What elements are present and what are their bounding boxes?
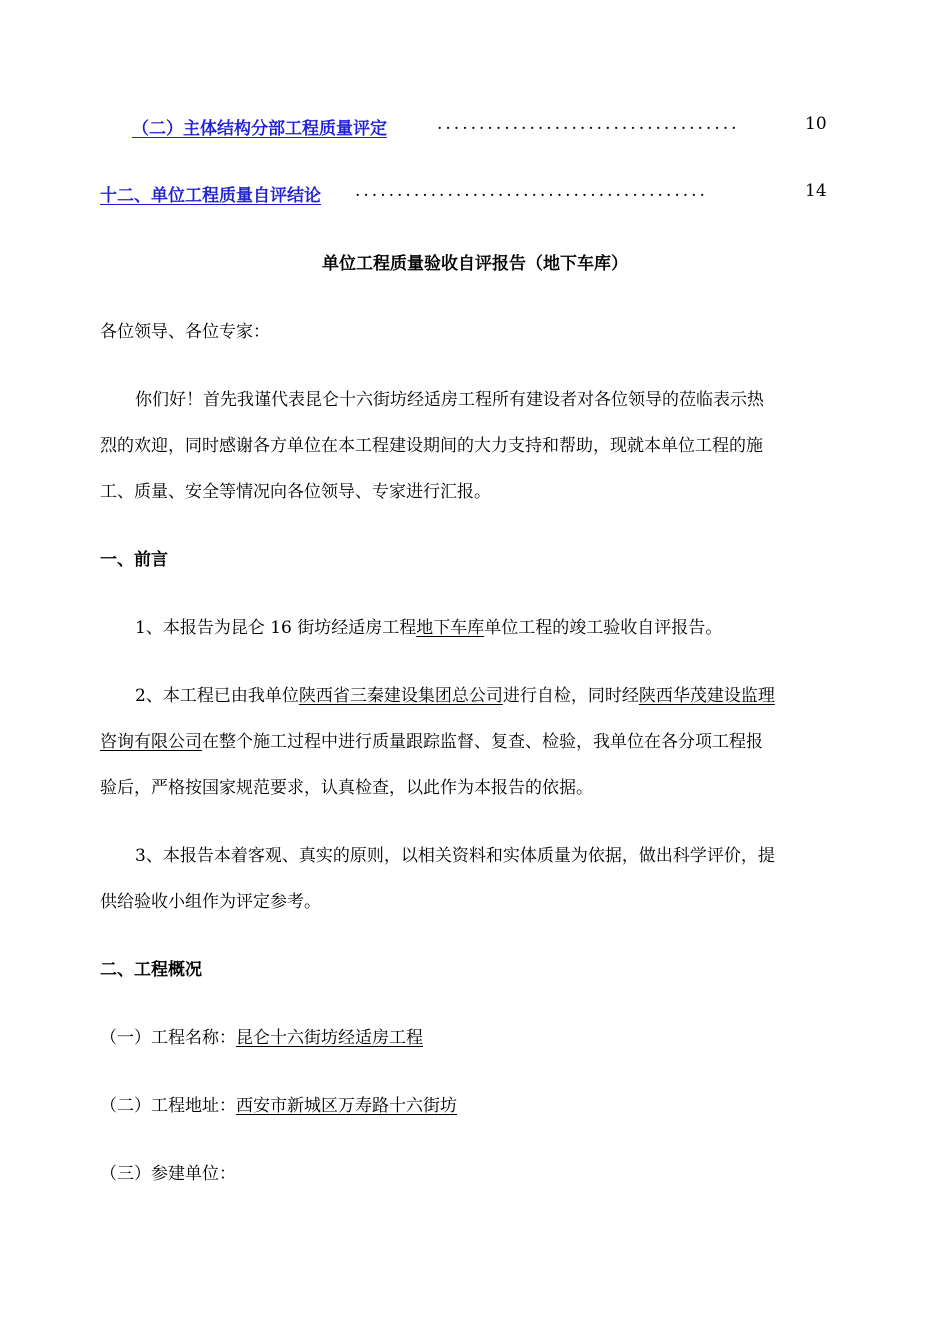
toc-leader-dots: ....................................	[437, 114, 740, 134]
toc-leader-dots: ..........................................	[355, 181, 708, 201]
field-label: （二）工程地址：	[100, 1096, 236, 1116]
field-label: （三）参建单位：	[100, 1164, 236, 1184]
underlined-text: 地下车库	[416, 618, 485, 638]
toc-entry[interactable]	[0, 181, 950, 211]
section-heading-overview: 二、工程概况	[100, 960, 202, 980]
field-label: （一）工程名称：	[100, 1028, 236, 1048]
preface-item-2-line1	[135, 681, 775, 706]
underlined-text: 陕西华茂建设监理	[638, 686, 775, 706]
project-address-value: 西安市新城区万寿路十六街坊	[236, 1096, 457, 1116]
intro-line: 你们好！首先我谨代表昆仑十六街坊经适房工程所有建设者对各位领导的莅临表示热	[135, 390, 764, 410]
toc-link-conclusion[interactable]: 十二、单位工程质量自评结论	[100, 186, 321, 206]
text: 进行自检，同时经	[502, 686, 639, 706]
intro-line: 烈的欢迎，同时感谢各方单位在本工程建设期间的大力支持和帮助，现就本单位工程的施	[100, 436, 763, 456]
participating-units-row	[100, 1159, 236, 1184]
intro-line: 工、质量、安全等情况向各位领导、专家进行汇报。	[100, 482, 491, 502]
toc-page-number: 10	[805, 114, 827, 134]
underlined-text: 咨询有限公司	[100, 732, 202, 752]
project-name-value: 昆仑十六街坊经适房工程	[236, 1028, 423, 1048]
underlined-text: 陕西省三秦建设集团总公司	[298, 686, 503, 706]
text: 在整个施工过程中进行质量跟踪监督、复查、检验，我单位在各分项工程报	[202, 732, 763, 752]
preface-item-2-line2	[100, 727, 763, 752]
toc-entry[interactable]	[0, 114, 950, 144]
salutation: 各位领导、各位专家：	[100, 322, 270, 342]
text: 2、本工程已由我单位	[135, 686, 299, 706]
project-address-row	[100, 1091, 457, 1116]
section-heading-preface: 一、前言	[100, 550, 168, 570]
preface-item-2-line3: 验后，严格按国家规范要求，认真检查，以此作为本报告的依据。	[100, 778, 593, 798]
text: 单位工程的竣工验收自评报告。	[484, 618, 723, 638]
toc-page-number: 14	[805, 181, 827, 201]
preface-item-1	[135, 613, 722, 638]
toc-link-main-structure[interactable]: （二）主体结构分部工程质量评定	[132, 119, 387, 139]
preface-item-3-line2: 供给验收小组作为评定参考。	[100, 892, 321, 912]
text: 1、本报告为昆仑 16 街坊经适房工程	[135, 618, 417, 638]
report-title: 单位工程质量验收自评报告（地下车库）	[322, 254, 628, 274]
preface-item-3-line1: 3、本报告本着客观、真实的原则，以相关资料和实体质量为依据，做出科学评价，提	[135, 846, 775, 866]
project-name-row	[100, 1023, 423, 1048]
